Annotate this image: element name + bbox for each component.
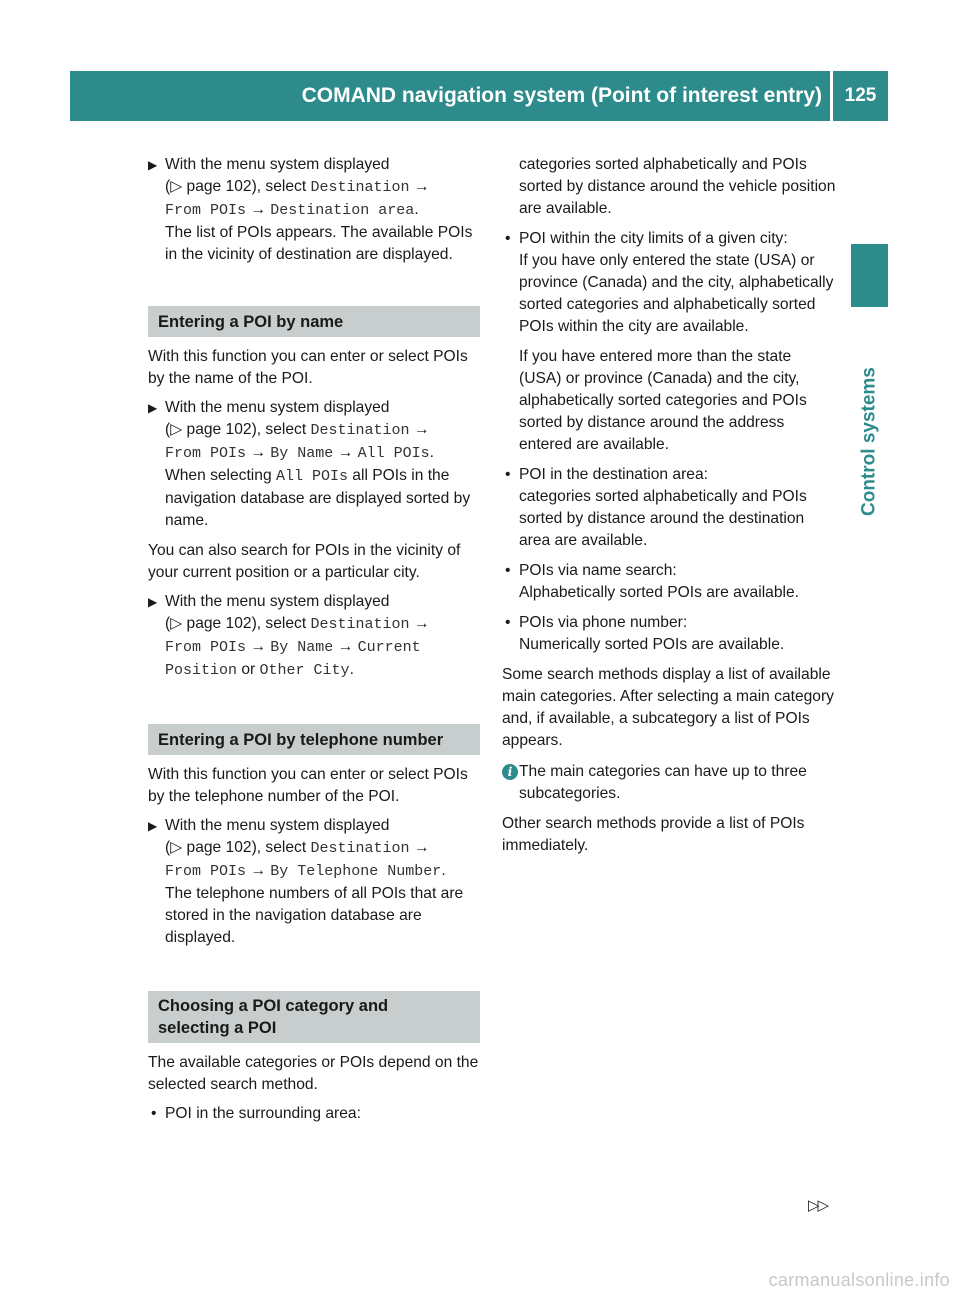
section-heading-by-telephone: Entering a POI by telephone number	[148, 724, 480, 755]
step-by-telephone	[148, 815, 482, 883]
step-text: (	[165, 615, 171, 632]
bullet-text: POIs via phone number:	[519, 614, 688, 631]
step-result	[148, 465, 482, 532]
section-heading-by-name: Entering a POI by name	[148, 306, 480, 337]
arrow-text: →	[246, 201, 271, 218]
page-ref-triangle-icon: ▷	[170, 178, 183, 195]
arrow-text: →	[246, 862, 271, 879]
step-text: (	[165, 178, 171, 195]
heading-line: Choosing a POI category and	[158, 997, 389, 1015]
menu-item-destination-area: Destination area	[270, 202, 415, 219]
bullet-item	[502, 560, 837, 604]
page-ref-triangle-icon: ▷	[170, 615, 183, 632]
step-by-name	[148, 397, 482, 465]
bullet-item	[148, 1103, 482, 1125]
step-text: .	[441, 862, 446, 879]
step-text: page 102), select	[182, 615, 311, 632]
bullet-continuation: If you have entered more than the state (USA) or province (Canada) and the city, alphabetically sorted categories and POIs sorted by distance around the address entered are available.	[519, 348, 807, 453]
paragraph: With this function you can enter or select POIs by the name of the POI.	[148, 348, 468, 387]
menu-item-other-city: Other City	[259, 662, 350, 679]
info-text: The main categories can have up to three subcategories.	[519, 763, 807, 802]
step-text: With the menu system displayed	[165, 817, 390, 834]
bullet-icon: •	[505, 614, 511, 631]
bullet-text: POI in the destination area:	[519, 466, 708, 483]
arrow-text: →	[409, 421, 430, 438]
info-note	[502, 761, 837, 805]
step-text: page 102), select	[182, 839, 311, 856]
bullet-text: categories sorted alphabetically and POIs sorted by distance around the destination area are available.	[519, 488, 807, 549]
menu-item-by-telephone-number: By Telephone Number	[270, 863, 442, 880]
step-text: (	[165, 839, 171, 856]
paragraph: With this function you can enter or select POIs by the telephone number of the POI.	[148, 766, 468, 805]
bullet-text: Alphabetically sorted POIs are available.	[519, 584, 799, 601]
watermark: carmanualsonline.info	[768, 1270, 950, 1290]
step-text: With the menu system displayed	[165, 593, 390, 610]
step-text: With the menu system displayed	[165, 399, 390, 416]
step-result: The list of POIs appears. The available POIs in the vicinity of destination are displayed.	[165, 224, 473, 263]
menu-item-by-name: By Name	[270, 639, 334, 656]
side-tab-label: Control systems	[858, 367, 880, 516]
step-current-position	[148, 591, 482, 682]
bullet-text: POI within the city limits of a given city:	[519, 230, 788, 247]
step-arrow-icon: ▶	[148, 595, 158, 609]
left-column	[148, 154, 482, 1133]
paragraph: Other search methods provide a list of POIs immediately.	[502, 815, 805, 854]
paragraph: You can also search for POIs in the vicinity of your current position or a particular city.	[148, 542, 461, 581]
menu-item-from-pois: From POIs	[165, 202, 247, 219]
menu-item-all-pois: All POIs	[275, 468, 348, 485]
section-heading-category	[148, 991, 480, 1043]
menu-item-destination: Destination	[310, 422, 410, 439]
side-tab-marker	[851, 244, 888, 307]
arrow-text: →	[409, 615, 430, 632]
bullet-item	[502, 464, 837, 552]
bullet-continuation: categories sorted alphabetically and POIs sorted by distance around the vehicle position are available.	[519, 156, 836, 217]
arrow-text: →	[333, 444, 358, 461]
bullet-icon: •	[505, 562, 511, 579]
right-column	[502, 154, 837, 864]
menu-item-destination: Destination	[310, 840, 410, 857]
bullet-icon: •	[505, 466, 511, 483]
heading-line: selecting a POI	[158, 1019, 277, 1037]
arrow-text: →	[246, 638, 271, 655]
step-text: With the menu system displayed	[165, 156, 390, 173]
bullet-item	[502, 228, 837, 338]
bullet-item	[502, 612, 837, 656]
menu-item-destination: Destination	[310, 179, 410, 196]
menu-item-from-pois: From POIs	[165, 863, 247, 880]
menu-item-by-name: By Name	[270, 445, 334, 462]
bullet-text: POI in the surrounding area:	[165, 1105, 361, 1122]
step-arrow-icon: ▶	[148, 401, 158, 415]
menu-item-destination: Destination	[310, 616, 410, 633]
step-arrow-icon: ▶	[148, 158, 158, 172]
step-text: .	[414, 201, 419, 218]
bullet-icon: •	[505, 230, 511, 247]
step-text: .	[429, 444, 434, 461]
paragraph: The available categories or POIs depend on the selected search method.	[148, 1054, 479, 1093]
arrow-text: →	[409, 178, 430, 195]
step-text: .	[349, 661, 354, 678]
menu-item-position: Position	[165, 662, 238, 679]
menu-item-current: Current	[357, 639, 421, 656]
step-result: The telephone numbers of all POIs that are stored in the navigation database are displayed.	[165, 885, 464, 946]
header-title: COMAND navigation system (Point of interest entry)	[301, 84, 822, 107]
page-ref-triangle-icon: ▷	[170, 839, 183, 856]
step-text: (	[165, 421, 171, 438]
arrow-text: →	[246, 444, 271, 461]
step-arrow-icon: ▶	[148, 819, 158, 833]
step-destination-area	[148, 154, 482, 222]
bullet-text: POIs via name search:	[519, 562, 677, 579]
menu-item-from-pois: From POIs	[165, 445, 247, 462]
arrow-text: →	[409, 839, 430, 856]
menu-item-all-pois: All POIs	[357, 445, 430, 462]
step-text: or	[237, 661, 260, 678]
arrow-text: →	[333, 638, 358, 655]
info-icon: i	[502, 764, 518, 780]
step-text: When selecting	[165, 467, 276, 484]
page-number: 125	[844, 85, 877, 106]
continued-next-page-icon: ▷▷	[808, 1197, 828, 1214]
page-ref-triangle-icon: ▷	[170, 421, 183, 438]
page-header	[70, 71, 888, 121]
step-text: page 102), select	[182, 178, 311, 195]
bullet-text: If you have only entered the state (USA) or province (Canada) and the city, alphabetically sorted categories and alphabetically sorted POIs within the city are available.	[519, 252, 834, 335]
bullet-text: Numerically sorted POIs are available.	[519, 636, 785, 653]
step-text: all POIs in the navigation database are displayed sorted by name.	[165, 467, 471, 529]
step-text: page 102), select	[182, 421, 311, 438]
menu-item-from-pois: From POIs	[165, 639, 247, 656]
paragraph: Some search methods display a list of available main categories. After selecting a main category and, if available, a subcategory a list of POIs appears.	[502, 666, 834, 749]
bullet-icon: •	[151, 1105, 157, 1122]
